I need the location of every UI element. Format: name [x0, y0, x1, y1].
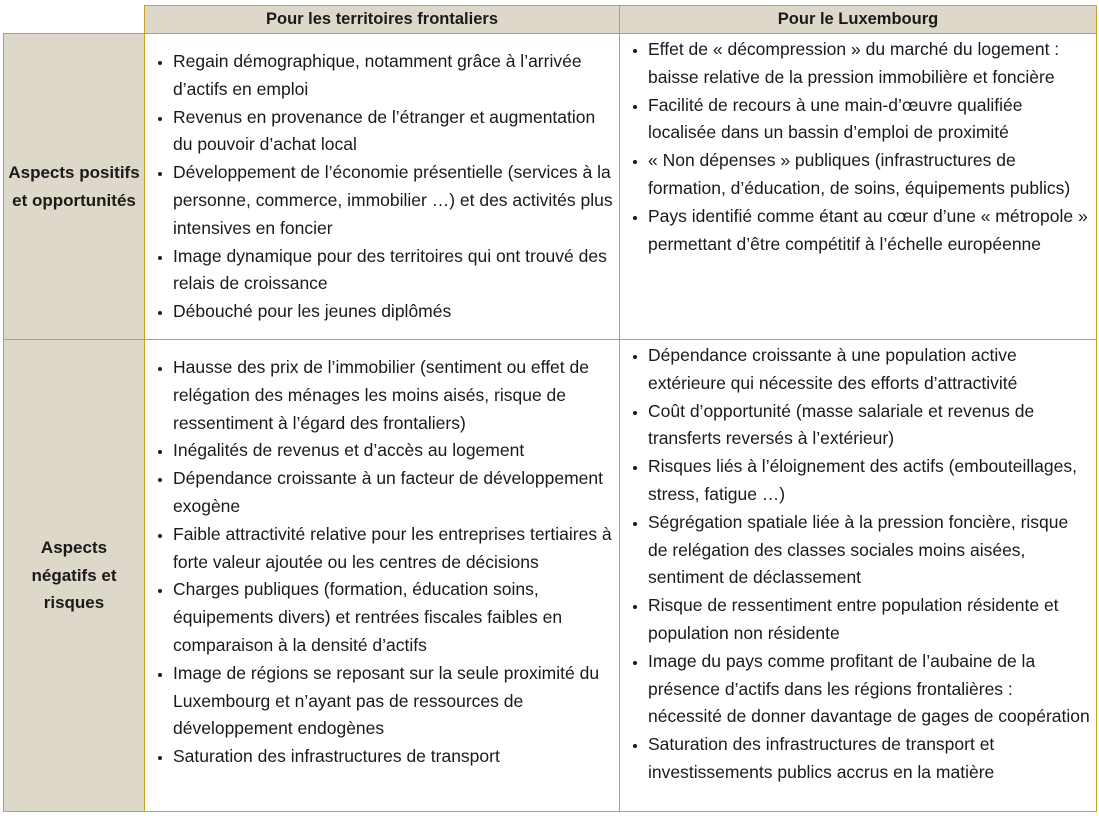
cell-positive-luxembourg: [620, 34, 1097, 340]
list-item: • Ségrégation spatiale liée à la pression foncière, risque de relégation des classes sociales moins aisées, sentiment de déclassement: [648, 509, 1090, 592]
list-item: • Débouché pour les jeunes diplômés: [173, 298, 613, 326]
list-item: • Développement de l’économie présentielle (services à la personne, commerce, immobilier …) et des activités plus intensives en foncier: [173, 159, 613, 242]
header-row: [4, 6, 1097, 34]
table-row-positive: [4, 34, 1097, 340]
list-item: • Image du pays comme profitant de l’aubaine de la présence d’actifs dans les régions frontalières : nécessité de donner davantage de gages de coopération: [648, 648, 1090, 731]
list-item: • Risques liés à l’éloignement des actifs (embouteillages, stress, fatigue …): [648, 453, 1090, 509]
list-item: • Hausse des prix de l’immobilier (sentiment ou effet de relégation des ménages les moins aisés, risque de ressentiment à l’égard des frontaliers): [173, 354, 613, 437]
row-header-negative: Aspects négatifs et risques: [4, 340, 145, 812]
column-header-luxembourg: Pour le Luxembourg: [620, 6, 1097, 34]
list-negative-territoires: [145, 340, 619, 771]
cell-negative-territoires: [145, 340, 620, 812]
list-item: • Risque de ressentiment entre population résidente et population non résidente: [648, 592, 1090, 648]
list-item: • « Non dépenses » publiques (infrastructures de formation, d’éducation, de soins, équipements publics): [648, 147, 1090, 203]
list-negative-luxembourg: [620, 340, 1096, 787]
list-item: • Facilité de recours à une main-d’œuvre qualifiée localisée dans un bassin d’emploi de proximité: [648, 92, 1090, 148]
list-positive-luxembourg: [620, 34, 1096, 258]
list-item: • Pays identifié comme étant au cœur d’une « métropole » permettant d’être compétitif à l’échelle européenne: [648, 203, 1090, 259]
list-item: • Revenus en provenance de l’étranger et augmentation du pouvoir d’achat local: [173, 104, 613, 160]
list-item: • Coût d’opportunité (masse salariale et revenus de transferts reversés à l’extérieur): [648, 398, 1090, 454]
list-positive-territoires: [145, 34, 619, 326]
row-header-positive: Aspects positifs et opportunités: [4, 34, 145, 340]
list-item: • Charges publiques (formation, éducation soins, équipements divers) et rentrées fiscales faibles en comparaison à la densité d’actifs: [173, 576, 613, 659]
list-item: • Image dynamique pour des territoires qui ont trouvé des relais de croissance: [173, 243, 613, 299]
cell-positive-territoires: [145, 34, 620, 340]
table-row-negative: [4, 340, 1097, 812]
list-item: • Saturation des infrastructures de transport: [173, 743, 613, 771]
list-item: • Regain démographique, notamment grâce à l’arrivée d’actifs en emploi: [173, 48, 613, 104]
list-item: • Dépendance croissante à un facteur de développement exogène: [173, 465, 613, 521]
list-item: • Faible attractivité relative pour les entreprises tertiaires à forte valeur ajoutée ou les centres de décisions: [173, 521, 613, 577]
comparison-table: [3, 5, 1097, 812]
corner-cell: [4, 6, 145, 34]
cell-negative-luxembourg: [620, 340, 1097, 812]
list-item: • Dépendance croissante à une population active extérieure qui nécessite des efforts d’attractivité: [648, 342, 1090, 398]
list-item: • Inégalités de revenus et d’accès au logement: [173, 437, 613, 465]
list-item: • Saturation des infrastructures de transport et investissements publics accrus en la matière: [648, 731, 1090, 787]
column-header-territoires: Pour les territoires frontaliers: [145, 6, 620, 34]
list-item: • Image de régions se reposant sur la seule proximité du Luxembourg et n’ayant pas de ressources de développement endogènes: [173, 660, 613, 743]
list-item: • Effet de « décompression » du marché du logement : baisse relative de la pression immobilière et foncière: [648, 36, 1090, 92]
